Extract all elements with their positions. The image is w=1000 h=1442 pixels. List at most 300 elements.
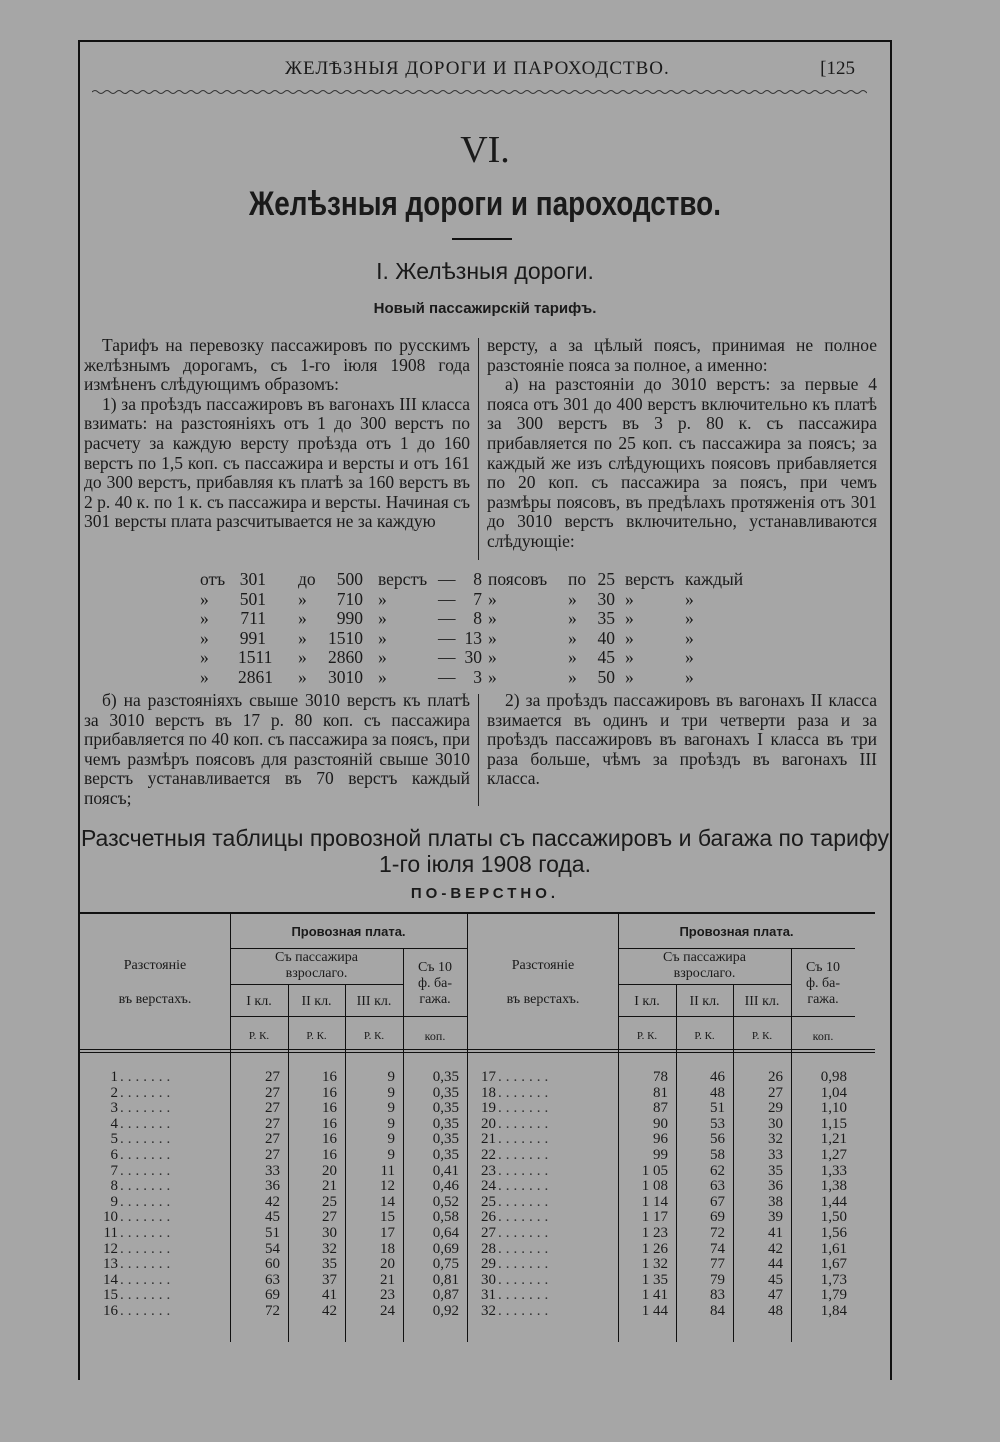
schedule-row <box>200 668 780 688</box>
cell-class1: 1 05 <box>641 1162 668 1179</box>
schedule-cell: » <box>488 588 497 609</box>
leader-dots: ....... <box>120 1131 175 1148</box>
cell-class1: 1 08 <box>641 1178 668 1195</box>
header-adult: взрослаго. <box>285 966 348 981</box>
cell-class3: 9 <box>387 1131 395 1148</box>
header-class: II кл. <box>301 994 332 1009</box>
cell-baggage: 0,64 <box>432 1225 459 1241</box>
header-unit: Р. К. <box>363 1030 385 1042</box>
schedule-cell: » <box>378 666 387 687</box>
cell-class3: 9 <box>387 1069 395 1085</box>
page-number: [125 <box>820 58 855 79</box>
cell-baggage: 0,87 <box>432 1287 459 1304</box>
cell-distance: 3 <box>110 1100 118 1117</box>
table-rule <box>230 1016 467 1017</box>
fare-table <box>80 912 875 1352</box>
table-title-line: 1-го іюля 1908 года. <box>379 851 591 877</box>
header-unit: Р. К. <box>248 1030 270 1042</box>
header-adult: Съ пассажира <box>663 950 746 965</box>
cell-class1: 27 <box>265 1147 280 1163</box>
leader-dots: ....... <box>120 1225 175 1241</box>
cell-class1: 1 32 <box>641 1256 668 1273</box>
cell-baggage: 1,15 <box>820 1115 847 1132</box>
cell-class1: 36 <box>265 1178 280 1195</box>
cell-class3: 23 <box>380 1287 395 1304</box>
schedule-cell: 8 <box>473 569 482 589</box>
cell-class3: 9 <box>387 1147 395 1163</box>
cell-class1: 1 41 <box>641 1287 668 1304</box>
schedule-cell: » <box>378 608 387 629</box>
cell-class1: 99 <box>653 1147 668 1163</box>
cell-distance: 15 <box>103 1287 118 1304</box>
leader-dots: ....... <box>498 1303 553 1319</box>
cell-class1: 1 44 <box>641 1303 668 1319</box>
schedule-cell: 50 <box>597 666 615 687</box>
cell-class2: 53 <box>710 1115 725 1132</box>
schedule-cell: поясовъ <box>488 569 548 589</box>
schedule-cell: » <box>488 647 497 668</box>
cell-distance: 31 <box>481 1287 496 1304</box>
cell-distance: 23 <box>481 1162 496 1179</box>
schedule-cell: » <box>488 608 497 629</box>
cell-class1: 90 <box>653 1115 668 1132</box>
leader-dots: ....... <box>120 1115 175 1132</box>
schedule-cell: — <box>438 627 456 648</box>
cell-distance: 24 <box>481 1178 496 1195</box>
schedule-cell: 25 <box>597 569 615 589</box>
leader-dots: ....... <box>120 1193 175 1210</box>
cell-baggage: 0,75 <box>432 1256 459 1273</box>
schedule-cell: » <box>568 588 577 609</box>
leader-dots: ....... <box>498 1084 553 1101</box>
schedule-cell: — <box>438 666 456 687</box>
table-rule <box>230 948 467 949</box>
schedule-cell: » <box>625 588 634 609</box>
cell-baggage: 0,35 <box>432 1115 459 1132</box>
cell-baggage: 1,50 <box>820 1209 847 1226</box>
cell-baggage: 1,84 <box>820 1303 847 1319</box>
paragraph: б) на разстояніяхъ свыше 3010 верстъ къ платѣ за 3010 верстъ въ 17 р. 80 коп. съ пассажира прибавляется по 40 коп. съ пассажира за поясъ, при чемъ размѣръ поясовъ для разстояній свыше 3010 верстъ устанавливается въ 70 верстъ каждый поясъ; <box>84 690 470 808</box>
cell-distance: 6 <box>110 1147 118 1163</box>
cell-class3: 36 <box>768 1178 783 1195</box>
schedule-cell: » <box>625 608 634 629</box>
cell-class1: 63 <box>265 1271 280 1288</box>
header-baggage: ф. ба- <box>805 976 841 991</box>
table-rule <box>230 984 403 985</box>
cell-class2: 16 <box>322 1084 337 1101</box>
schedule-cell: 991 <box>239 627 266 648</box>
cell-baggage: 1,21 <box>820 1131 847 1148</box>
zone-schedule <box>200 570 780 688</box>
schedule-cell: 301 <box>239 569 266 589</box>
schedule-cell: отъ <box>200 569 226 589</box>
cell-class1: 69 <box>265 1287 280 1304</box>
cell-distance: 14 <box>103 1271 118 1288</box>
header-fare: Провозная плата. <box>679 924 794 939</box>
cell-baggage: 1,61 <box>820 1240 847 1257</box>
schedule-row <box>200 570 780 590</box>
header-baggage: гажа. <box>807 992 839 1007</box>
cell-class2: 51 <box>710 1100 725 1117</box>
cell-class2: 69 <box>710 1209 725 1226</box>
paragraph: версту, а за цѣлый поясъ, принимая не полное разстояніе пояса за полное, а именно: <box>487 335 877 375</box>
leader-dots: ....... <box>498 1115 553 1132</box>
leader-dots: ....... <box>120 1069 175 1085</box>
header-unit: коп. <box>812 1029 834 1043</box>
leader-dots: ....... <box>498 1256 553 1273</box>
schedule-cell: » <box>625 627 634 648</box>
cell-class2: 42 <box>322 1303 337 1319</box>
cell-baggage: 1,73 <box>820 1271 847 1288</box>
header-distance: въ верстахъ. <box>506 992 580 1007</box>
cell-class1: 96 <box>653 1131 668 1148</box>
cell-class1: 51 <box>265 1225 280 1241</box>
schedule-cell: 8 <box>473 608 482 629</box>
subsection-subtitle: Новый пассажирскій тарифъ. <box>373 300 597 317</box>
cell-baggage: 0,35 <box>432 1131 459 1148</box>
cell-class3: 32 <box>768 1131 783 1148</box>
cell-distance: 12 <box>103 1240 118 1257</box>
cell-distance: 26 <box>481 1209 496 1226</box>
schedule-cell: — <box>438 588 456 609</box>
schedule-cell: 501 <box>239 588 266 609</box>
text-column-left-bottom <box>84 691 470 809</box>
cell-baggage: 1,56 <box>820 1225 847 1241</box>
paragraph: Тарифъ на перевозку пассажировъ по русскимъ желѣзнымъ дорогамъ, съ 1-го іюля 1908 года измѣненъ слѣдующимъ образомъ: <box>84 335 470 395</box>
wavy-rule <box>92 88 867 96</box>
running-head <box>95 58 865 88</box>
schedule-cell: » <box>685 666 694 687</box>
cell-distance: 13 <box>103 1256 118 1273</box>
schedule-cell: » <box>298 588 307 609</box>
cell-baggage: 0,52 <box>432 1193 459 1210</box>
header-unit: Р. К. <box>694 1030 715 1042</box>
cell-class1: 27 <box>265 1069 280 1085</box>
cell-class2: 20 <box>322 1162 337 1179</box>
schedule-cell: 1511 <box>238 647 273 668</box>
header-class: II кл. <box>689 994 720 1009</box>
schedule-cell: 30 <box>597 588 615 609</box>
section-number: VI. <box>460 129 510 171</box>
cell-baggage: 0,98 <box>820 1069 847 1085</box>
cell-baggage: 1,27 <box>820 1147 847 1163</box>
schedule-cell: » <box>378 647 387 668</box>
cell-class2: 46 <box>710 1069 725 1085</box>
header-baggage: ф. ба- <box>417 976 453 991</box>
leader-dots: ....... <box>120 1084 175 1101</box>
schedule-row <box>200 590 780 610</box>
schedule-row <box>200 648 780 668</box>
cell-distance: 5 <box>110 1131 118 1148</box>
cell-distance: 2 <box>110 1084 118 1101</box>
cell-class3: 29 <box>768 1100 783 1117</box>
schedule-cell: » <box>568 647 577 668</box>
header-unit: коп. <box>424 1029 446 1043</box>
schedule-cell: 710 <box>336 588 363 609</box>
table-rule <box>618 948 855 949</box>
schedule-cell: 30 <box>464 647 482 668</box>
cell-class2: 63 <box>710 1178 725 1195</box>
cell-class1: 72 <box>265 1303 280 1319</box>
leader-dots: ....... <box>498 1209 553 1226</box>
schedule-cell: » <box>568 608 577 629</box>
cell-distance: 8 <box>110 1178 118 1195</box>
schedule-cell: 7 <box>473 588 482 609</box>
cell-distance: 17 <box>481 1069 496 1085</box>
column-divider <box>478 694 479 806</box>
schedule-cell: » <box>298 647 307 668</box>
cell-class3: 33 <box>768 1147 783 1163</box>
schedule-cell: 2861 <box>238 666 273 687</box>
leader-dots: ....... <box>120 1147 175 1163</box>
schedule-cell: 45 <box>597 647 615 668</box>
cell-baggage: 1,33 <box>820 1162 847 1179</box>
cell-distance: 11 <box>103 1225 118 1241</box>
cell-class1: 27 <box>265 1084 280 1101</box>
cell-class2: 16 <box>322 1131 337 1148</box>
schedule-cell: — <box>438 569 456 589</box>
leader-dots: ....... <box>120 1100 175 1117</box>
cell-distance: 27 <box>481 1225 496 1241</box>
cell-class2: 72 <box>710 1225 725 1241</box>
schedule-cell: 990 <box>336 608 363 629</box>
text-column-left-top <box>84 336 470 532</box>
cell-distance: 21 <box>481 1131 496 1148</box>
cell-baggage: 0,35 <box>432 1147 459 1163</box>
cell-class3: 24 <box>380 1303 395 1319</box>
cell-class1: 60 <box>265 1256 280 1273</box>
table-title <box>0 825 970 877</box>
leader-dots: ....... <box>120 1271 175 1288</box>
schedule-cell: каждый <box>685 569 744 589</box>
paragraph: 1) за проѣздъ пассажировъ въ вагонахъ III класса взимать: на разстояніяхъ отъ 1 до 300 верстъ по расчету за каждую версту проѣзда отъ 1 до 160 верстъ по 1,5 коп. съ пассажира и версты и отъ 161 до 300 верстъ, прибавляя къ платѣ за 160 верстъ въ 2 р. 40 к. по 1 к. съ пассажира и версты. Начиная съ 301 версты плата разсчитывается не за каждую <box>84 393 470 532</box>
cell-class1: 33 <box>265 1162 280 1179</box>
cell-class2: 37 <box>322 1271 337 1288</box>
leader-dots: ....... <box>498 1240 553 1257</box>
schedule-row <box>200 629 780 649</box>
cell-class1: 1 17 <box>641 1209 668 1226</box>
leader-dots: ....... <box>498 1131 553 1148</box>
schedule-cell: » <box>685 627 694 648</box>
header-adult: Съ пассажира <box>275 950 358 965</box>
cell-class2: 16 <box>322 1069 337 1085</box>
cell-class2: 62 <box>710 1162 725 1179</box>
cell-distance: 30 <box>481 1271 496 1288</box>
schedule-cell: » <box>488 666 497 687</box>
cell-class2: 77 <box>710 1256 725 1273</box>
schedule-cell: 500 <box>336 569 363 589</box>
subsection-title: I. Желѣзныя дороги. <box>376 258 594 284</box>
cell-baggage: 1,38 <box>820 1178 847 1195</box>
cell-class1: 1 14 <box>641 1193 668 1210</box>
cell-class2: 16 <box>322 1115 337 1132</box>
leader-dots: ....... <box>120 1287 175 1304</box>
cell-class1: 54 <box>265 1240 280 1257</box>
running-head-title: ЖЕЛѢЗНЫЯ ДОРОГИ И ПАРОХОДСТВО. <box>285 58 670 79</box>
header-unit: Р. К. <box>306 1030 327 1042</box>
schedule-cell: » <box>625 666 634 687</box>
paragraph: 2) за проѣздъ пассажировъ въ вагонахъ II класса взимается въ одинъ и три четверти раза и за проѣздъ пассажировъ въ вагонахъ I класса въ три раза больше, чѣмъ за проѣздъ въ вагонахъ III класса. <box>487 690 877 789</box>
schedule-cell: 13 <box>464 627 482 648</box>
cell-distance: 29 <box>481 1256 496 1273</box>
cell-distance: 20 <box>481 1115 496 1132</box>
cell-class3: 45 <box>768 1271 783 1288</box>
cell-baggage: 1,67 <box>820 1256 847 1273</box>
table-rule <box>618 984 791 985</box>
cell-baggage: 0,46 <box>432 1178 459 1195</box>
schedule-cell: » <box>200 647 209 668</box>
header-class: I кл. <box>634 994 660 1009</box>
leader-dots: ....... <box>120 1256 175 1273</box>
cell-baggage: 0,35 <box>432 1084 459 1101</box>
cell-class2: 32 <box>322 1240 337 1257</box>
schedule-cell: верстъ <box>625 569 675 589</box>
header-unit: Р. К. <box>636 1030 658 1042</box>
cell-distance: 16 <box>103 1303 118 1319</box>
cell-class2: 16 <box>322 1147 337 1163</box>
schedule-cell: » <box>200 588 209 609</box>
header-baggage: гажа. <box>419 992 451 1007</box>
cell-class1: 87 <box>653 1100 668 1117</box>
cell-class3: 39 <box>768 1209 783 1226</box>
cell-distance: 28 <box>481 1240 496 1257</box>
cell-distance: 7 <box>110 1162 118 1179</box>
cell-class1: 1 26 <box>641 1240 668 1257</box>
cell-class3: 17 <box>380 1225 395 1241</box>
leader-dots: ....... <box>498 1287 553 1304</box>
cell-class1: 27 <box>265 1115 280 1132</box>
page-frame-right <box>890 40 892 1380</box>
cell-class3: 11 <box>380 1162 395 1179</box>
schedule-cell: » <box>298 666 307 687</box>
text-column-right-top <box>487 336 877 552</box>
column-divider <box>478 338 479 560</box>
table-rule <box>618 1016 855 1017</box>
schedule-cell: » <box>685 608 694 629</box>
cell-class3: 42 <box>768 1240 783 1257</box>
cell-baggage: 1,44 <box>820 1193 847 1210</box>
cell-class3: 20 <box>380 1256 395 1273</box>
table-rule <box>80 912 875 914</box>
cell-class3: 44 <box>768 1256 783 1273</box>
leader-dots: ....... <box>498 1069 553 1085</box>
cell-class2: 30 <box>322 1225 337 1241</box>
leader-dots: ....... <box>498 1193 553 1210</box>
cell-class1: 27 <box>265 1131 280 1148</box>
cell-baggage: 1,04 <box>820 1084 847 1101</box>
cell-class3: 12 <box>380 1178 395 1195</box>
schedule-cell: 3 <box>473 666 482 687</box>
cell-class1: 27 <box>265 1100 280 1117</box>
schedule-cell: » <box>685 588 694 609</box>
cell-baggage: 0,41 <box>432 1162 459 1179</box>
header-class: III кл. <box>356 994 392 1009</box>
cell-class2: 56 <box>710 1131 725 1148</box>
cell-distance: 32 <box>481 1303 496 1319</box>
cell-class2: 48 <box>710 1084 725 1101</box>
cell-baggage: 0,58 <box>432 1209 459 1226</box>
paragraph: а) на разстояніи до 3010 верстъ: за первые 4 пояса отъ 301 до 400 верстъ включительно къ платѣ за 300 верстъ въ 3 р. 80 к. съ пассажира прибавляется по 25 коп. съ пассажира за поясъ; за каждый же изъ слѣдующихъ поясовъ прибавляется по 20 коп. съ пассажира за поясъ, при чемъ размѣры поясовъ, въ предѣлахъ протяженія отъ 301 до 3010 верстъ включительно, устанавливаются слѣдующіе: <box>487 374 877 551</box>
table-subtitle: ПО-ВЕРСТНО. <box>410 885 560 902</box>
schedule-cell: 711 <box>240 608 266 629</box>
header-adult: взрослаго. <box>673 966 736 981</box>
header-distance: Разстояніе <box>123 958 187 973</box>
section-title: Желѣзныя дороги и пароходство. <box>249 185 721 223</box>
leader-dots: ....... <box>498 1147 553 1163</box>
leader-dots: ....... <box>120 1178 175 1195</box>
schedule-cell: по <box>568 569 587 589</box>
leader-dots: ....... <box>120 1209 175 1226</box>
cell-baggage: 0,35 <box>432 1069 459 1085</box>
cell-class3: 9 <box>387 1115 395 1132</box>
leader-dots: ....... <box>498 1162 553 1179</box>
page-frame-top <box>78 40 892 42</box>
leader-dots: ....... <box>498 1178 553 1195</box>
cell-class3: 18 <box>380 1240 395 1257</box>
cell-class3: 30 <box>768 1115 783 1132</box>
leader-dots: ....... <box>120 1240 175 1257</box>
schedule-cell: » <box>378 627 387 648</box>
short-rule <box>452 238 512 240</box>
cell-class3: 38 <box>768 1193 783 1210</box>
header-fare: Провозная плата. <box>291 924 406 939</box>
schedule-cell: » <box>488 627 497 648</box>
schedule-cell: 35 <box>597 608 615 629</box>
header-baggage: Съ 10 <box>417 960 453 975</box>
header-distance: Разстояніе <box>511 958 575 973</box>
cell-baggage: 0,69 <box>432 1240 459 1257</box>
cell-class2: 16 <box>322 1100 337 1117</box>
cell-baggage: 1,10 <box>820 1100 847 1117</box>
schedule-cell: 40 <box>597 627 615 648</box>
schedule-cell: — <box>438 647 456 668</box>
table-title-line: Разсчетныя таблицы провозной платы съ пассажировъ и багажа по тарифу <box>80 825 890 851</box>
schedule-cell: » <box>568 666 577 687</box>
cell-class3: 47 <box>768 1287 783 1304</box>
cell-class1: 45 <box>265 1209 280 1226</box>
leader-dots: ....... <box>120 1162 175 1179</box>
cell-class2: 74 <box>710 1240 725 1257</box>
cell-class1: 1 23 <box>641 1225 668 1241</box>
cell-distance: 9 <box>110 1193 118 1210</box>
schedule-cell: верстъ <box>378 569 428 589</box>
cell-distance: 25 <box>481 1193 496 1210</box>
table-rule <box>80 1049 875 1050</box>
cell-class2: 25 <box>322 1193 337 1210</box>
schedule-cell: 2860 <box>328 647 363 668</box>
schedule-cell: » <box>200 608 209 629</box>
schedule-cell: » <box>685 647 694 668</box>
cell-class2: 79 <box>710 1271 725 1288</box>
cell-class3: 41 <box>768 1225 783 1241</box>
schedule-cell: 1510 <box>328 627 363 648</box>
cell-class3: 48 <box>768 1303 783 1319</box>
text-column-right-bottom <box>487 691 877 789</box>
cell-class3: 9 <box>387 1100 395 1117</box>
schedule-cell: 3010 <box>328 666 363 687</box>
schedule-row <box>200 609 780 629</box>
cell-baggage: 1,79 <box>820 1287 847 1304</box>
cell-class2: 41 <box>322 1287 337 1304</box>
cell-class2: 83 <box>710 1287 725 1304</box>
cell-distance: 4 <box>110 1115 118 1132</box>
cell-distance: 1 <box>110 1069 118 1085</box>
schedule-cell: — <box>438 608 456 629</box>
cell-class1: 42 <box>265 1193 280 1210</box>
header-distance: въ верстахъ. <box>118 992 192 1007</box>
cell-baggage: 0,35 <box>432 1100 459 1117</box>
cell-class3: 14 <box>380 1193 395 1210</box>
